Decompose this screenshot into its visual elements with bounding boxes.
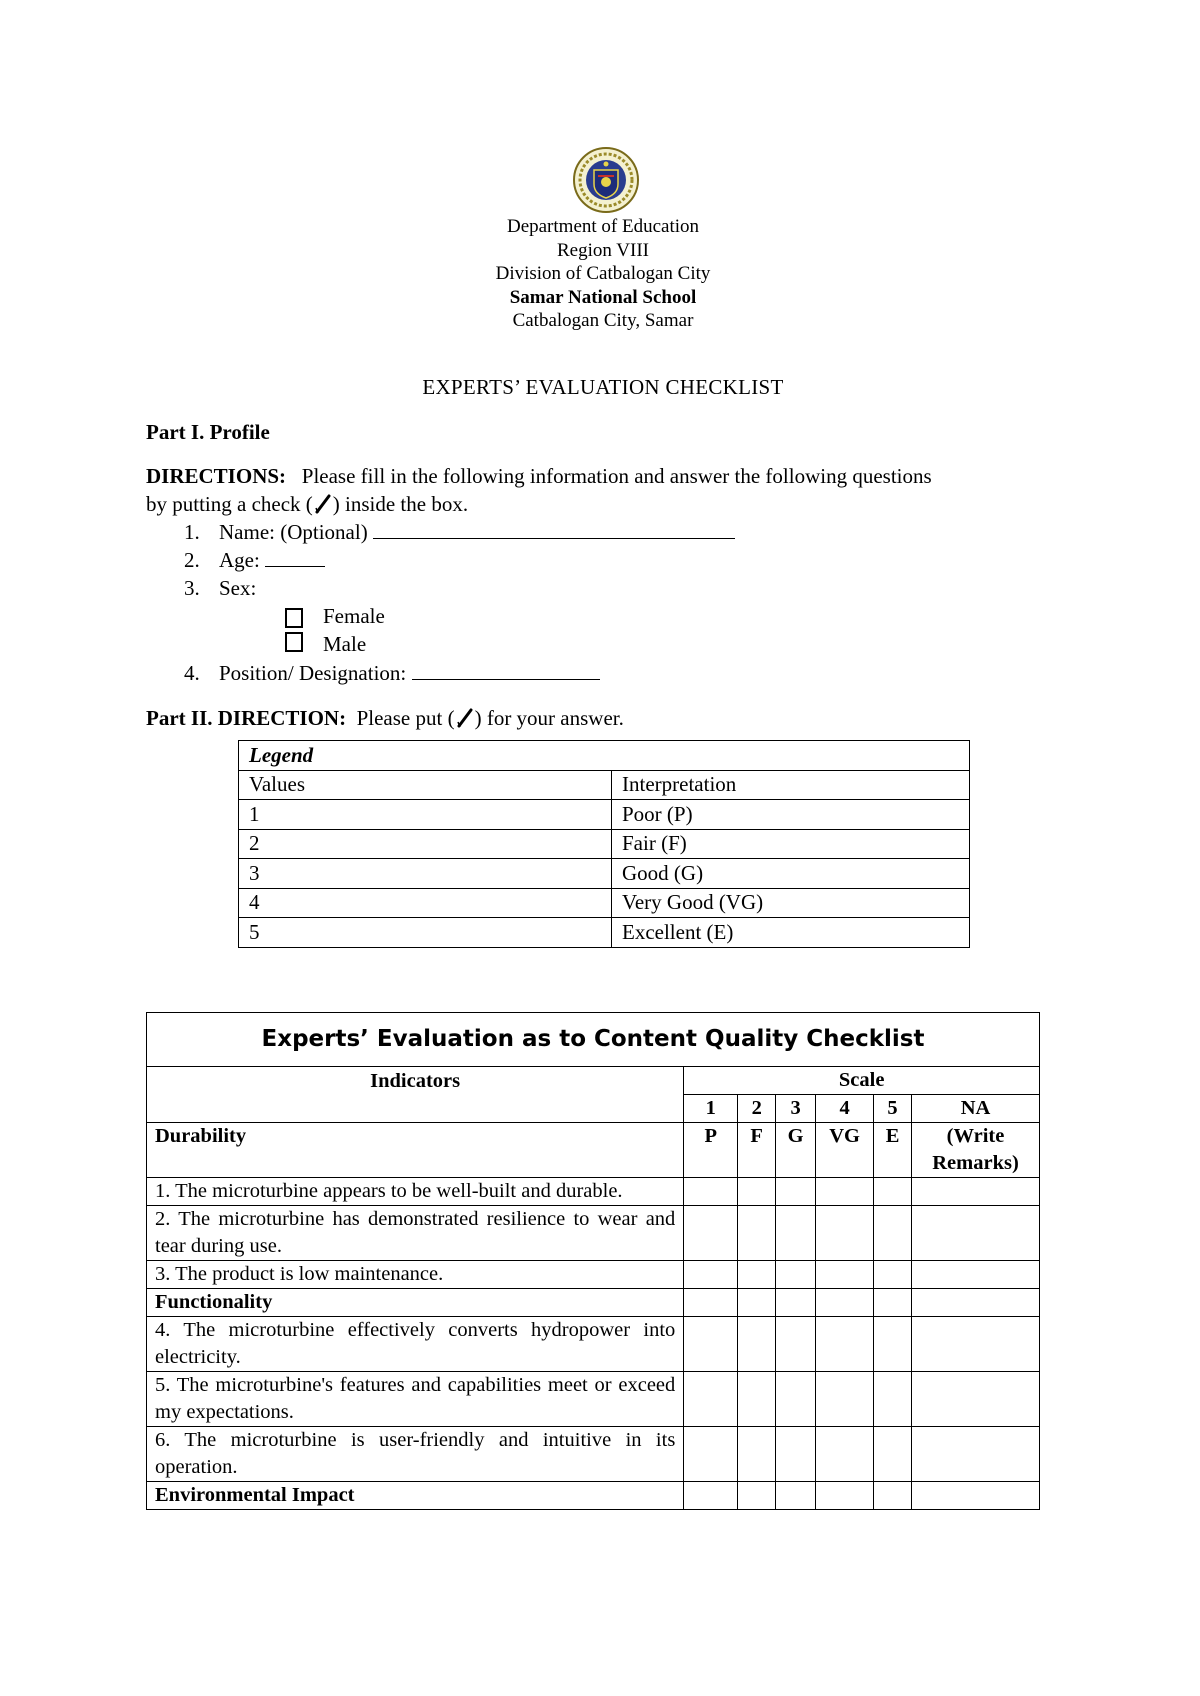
rating-cell[interactable] <box>776 1206 816 1261</box>
legend-value: 1 <box>239 800 612 830</box>
directions-text: Please fill in the following information and answer the following questions <box>301 464 932 488</box>
legend-row <box>239 918 970 948</box>
scale-code: F <box>738 1123 776 1178</box>
legend-col-interpretation: Interpretation <box>612 770 970 800</box>
section-functionality: Functionality <box>147 1289 684 1317</box>
indicator-text: 4. The microturbine effectively converts hydropower into electricity. <box>147 1317 684 1372</box>
rating-cell[interactable] <box>684 1317 738 1372</box>
rating-cell[interactable] <box>816 1178 874 1206</box>
remarks-cell[interactable] <box>912 1206 1040 1261</box>
directions-line1 <box>146 462 932 490</box>
item-number-2: 2. <box>184 548 200 572</box>
legend-table <box>238 740 970 948</box>
table-row <box>147 1372 1040 1427</box>
item-number-4: 4. <box>184 661 200 685</box>
rating-cell[interactable] <box>816 1206 874 1261</box>
remarks-cell[interactable] <box>912 1317 1040 1372</box>
rating-cell[interactable] <box>874 1427 912 1482</box>
scale-number: 1 <box>684 1095 738 1123</box>
age-field[interactable]: Age: <box>219 546 325 574</box>
rating-cell[interactable] <box>684 1261 738 1289</box>
rating-cell[interactable] <box>874 1372 912 1427</box>
letterhead <box>0 215 1200 333</box>
legend-value: 3 <box>239 859 612 889</box>
checkmark-icon <box>314 493 332 515</box>
legend-label: Poor (P) <box>612 800 970 830</box>
sex-label: Sex: <box>219 576 257 600</box>
rating-cell[interactable] <box>874 1261 912 1289</box>
legend-value: 5 <box>239 918 612 948</box>
rating-cell[interactable] <box>684 1206 738 1261</box>
legend-title-row <box>239 741 970 771</box>
scale-header: Scale <box>684 1067 1040 1095</box>
directions-label: DIRECTIONS: <box>146 464 287 488</box>
table-row <box>147 1178 1040 1206</box>
table-row <box>147 1206 1040 1261</box>
remarks-cell[interactable] <box>912 1372 1040 1427</box>
table-row <box>147 1289 1040 1317</box>
female-label: Female <box>323 604 385 628</box>
scale-number: 2 <box>738 1095 776 1123</box>
item-number-1: 1. <box>184 520 200 544</box>
deped-seal-logo <box>572 146 640 214</box>
legend-row <box>239 859 970 889</box>
rating-cell[interactable] <box>738 1178 776 1206</box>
indicator-text: 3. The product is low maintenance. <box>147 1261 684 1289</box>
header-region: Region VIII <box>557 239 649 261</box>
rating-cell[interactable] <box>874 1317 912 1372</box>
scale-number: 3 <box>776 1095 816 1123</box>
legend-label: Very Good (VG) <box>612 888 970 918</box>
name-field[interactable]: Name: (Optional) <box>219 518 735 546</box>
rating-cell[interactable] <box>738 1317 776 1372</box>
indicator-text: 1. The microturbine appears to be well-built and durable. <box>147 1178 684 1206</box>
scale-code: G <box>776 1123 816 1178</box>
rating-cell[interactable] <box>816 1261 874 1289</box>
remarks-cell[interactable] <box>912 1178 1040 1206</box>
indicator-text: 6. The microturbine is user-friendly and intuitive in its operation. <box>147 1427 684 1482</box>
rating-cell[interactable] <box>776 1261 816 1289</box>
part2-direction: Part II. DIRECTION: Please put ( ) for your answer. <box>146 706 624 730</box>
rating-cell[interactable] <box>738 1261 776 1289</box>
header-department: Department of Education <box>506 216 700 237</box>
header-school: Samar National School <box>509 286 697 308</box>
part1-heading: Part I. Profile <box>146 420 270 444</box>
rating-cell[interactable] <box>738 1206 776 1261</box>
legend-label: Good (G) <box>612 859 970 889</box>
remarks-cell[interactable] <box>912 1261 1040 1289</box>
item-number-3: 3. <box>184 576 200 600</box>
rating-cell[interactable] <box>738 1427 776 1482</box>
legend-header-row <box>239 770 970 800</box>
section-durability: Durability <box>147 1123 684 1178</box>
rating-cell[interactable] <box>684 1427 738 1482</box>
scale-code: P <box>684 1123 738 1178</box>
legend-title: Legend <box>239 741 970 771</box>
table-row <box>147 1427 1040 1482</box>
legend-label: Fair (F) <box>612 829 970 859</box>
rating-cell[interactable] <box>738 1372 776 1427</box>
section-environmental-impact: Environmental Impact <box>147 1482 684 1510</box>
table-row <box>147 1317 1040 1372</box>
header-division: Division of Catbalogan City <box>495 263 711 284</box>
legend-label: Excellent (E) <box>612 918 970 948</box>
legend-row <box>239 829 970 859</box>
indicators-header: Indicators <box>147 1067 684 1123</box>
rating-cell[interactable] <box>776 1372 816 1427</box>
rating-cell[interactable] <box>816 1427 874 1482</box>
na-remarks-note: (Write Remarks) <box>912 1123 1040 1178</box>
rating-cell[interactable] <box>816 1317 874 1372</box>
scale-number: 5 <box>874 1095 912 1123</box>
rating-cell[interactable] <box>684 1372 738 1427</box>
part2-heading: Part II. DIRECTION: <box>146 706 347 730</box>
rating-cell[interactable] <box>776 1317 816 1372</box>
evaluation-checklist-table <box>146 1012 1040 1510</box>
female-checkbox[interactable] <box>285 608 303 628</box>
header-address: Catbalogan City, Samar <box>512 310 694 331</box>
indicator-text: 2. The microturbine has demonstrated resilience to wear and tear during use. <box>147 1206 684 1261</box>
rating-cell[interactable] <box>816 1372 874 1427</box>
indicator-text: 5. The microturbine's features and capabilities meet or exceed my expectations. <box>147 1372 684 1427</box>
legend-value: 2 <box>239 829 612 859</box>
rating-cell[interactable] <box>874 1178 912 1206</box>
table-row <box>147 1482 1040 1510</box>
directions-line2: by putting a check ( ) inside the box. <box>146 492 469 516</box>
rating-cell[interactable] <box>684 1178 738 1206</box>
scale-code: VG <box>816 1123 874 1178</box>
scale-number: 4 <box>816 1095 874 1123</box>
legend-col-values: Values <box>239 770 612 800</box>
legend-value: 4 <box>239 888 612 918</box>
document-title: EXPERTS’ EVALUATION CHECKLIST <box>422 375 784 399</box>
male-label: Male <box>323 632 367 656</box>
remarks-cell[interactable] <box>912 1427 1040 1482</box>
legend-row <box>239 800 970 830</box>
checklist-title: Experts’ Evaluation as to Content Quality Checklist <box>147 1013 1040 1067</box>
position-field[interactable]: Position/ Designation: <box>219 659 600 687</box>
scale-na: NA <box>912 1095 1040 1123</box>
rating-cell[interactable] <box>776 1427 816 1482</box>
rating-cell[interactable] <box>776 1178 816 1206</box>
scale-code: E <box>874 1123 912 1178</box>
checkmark-icon <box>456 707 474 729</box>
male-checkbox[interactable] <box>285 632 303 652</box>
rating-cell[interactable] <box>874 1206 912 1261</box>
legend-row <box>239 888 970 918</box>
table-row <box>147 1261 1040 1289</box>
